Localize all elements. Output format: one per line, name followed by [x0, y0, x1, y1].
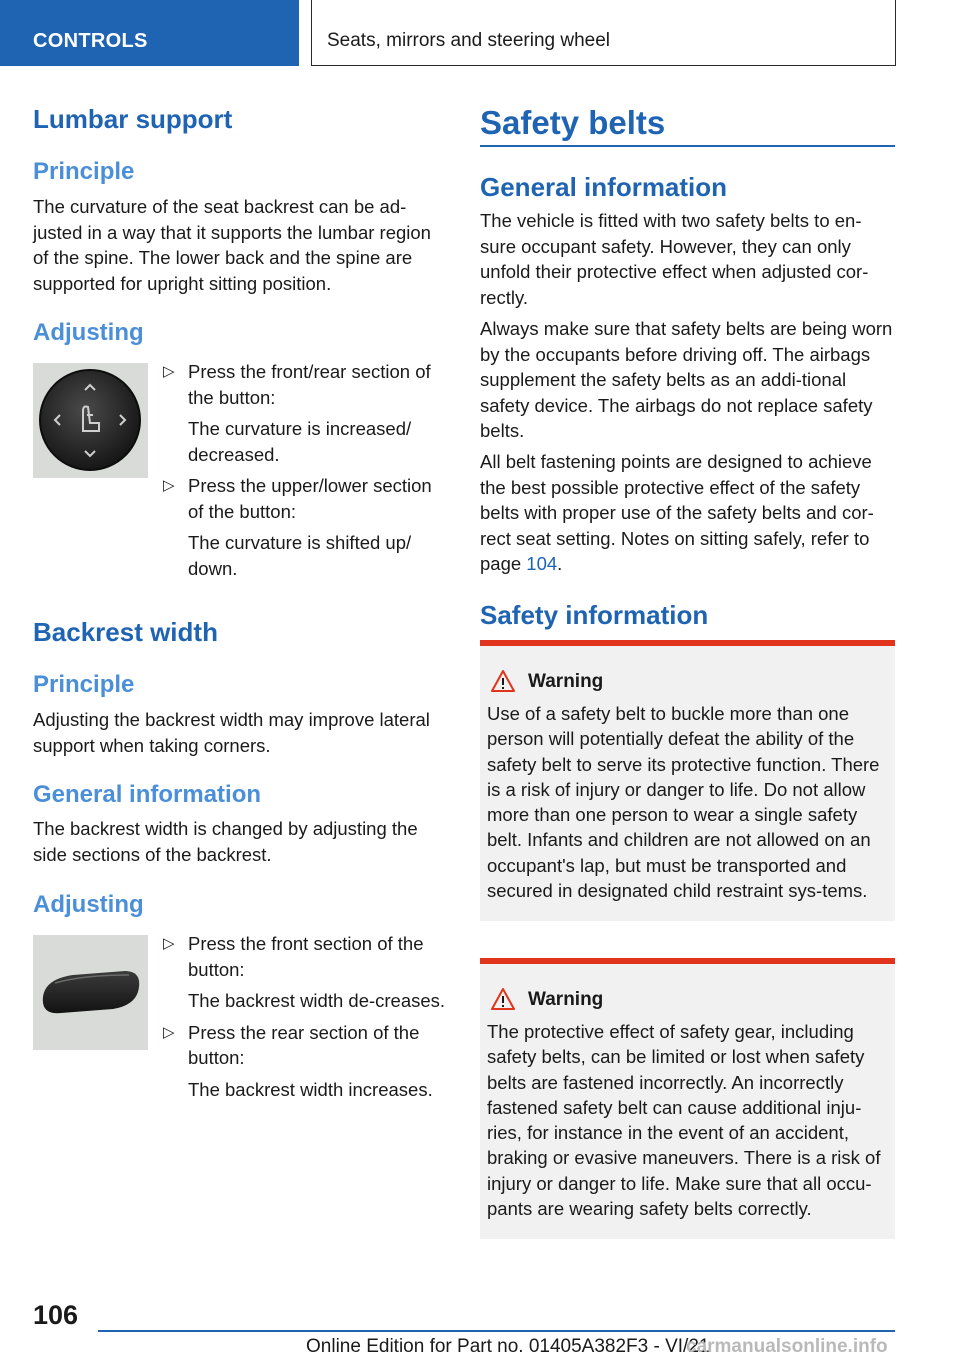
- backrest-steps: [160, 931, 450, 1102]
- list-item: [160, 931, 450, 1014]
- list-item: [160, 1020, 450, 1103]
- list-item: [160, 359, 450, 467]
- page-reference-link[interactable]: 104: [526, 553, 558, 574]
- warning-text: Use of a safety belt to buckle more than one person will potentially defeat the ability of the safety belt to serve its protective function. There is a risk of injury or danger to life. Do not allow more than one person to wear a single safety belt. Infants and children are not allowed on an occupant's lap, but must be transported and secured in designated child restraint sys‐tems.: [487, 703, 880, 902]
- step-marker-icon: ▷: [163, 363, 175, 380]
- backrest-width-switch-icon: [33, 935, 148, 1050]
- header-chapter-box: [311, 0, 896, 66]
- step-marker-icon: ▷: [163, 477, 175, 494]
- title-rule: [480, 145, 895, 147]
- lumbar-control-image: [33, 363, 148, 478]
- safety-belts-title: Safety belts: [480, 104, 666, 141]
- footer-rule: [98, 1330, 895, 1332]
- lumbar-switch-icon: [33, 363, 148, 478]
- warning-box: [480, 958, 895, 1239]
- warning-triangle-icon: [490, 987, 516, 1011]
- backrest-general-heading: General information: [33, 781, 262, 808]
- lumbar-adjusting-heading: Adjusting: [33, 319, 144, 346]
- general-info-para3: [480, 449, 895, 577]
- step-action: Press the front/rear section of the button:: [188, 361, 431, 408]
- watermark: carmanualsonline.info: [686, 1336, 888, 1357]
- backrest-title: Backrest width: [33, 617, 218, 647]
- step-action: Press the front section of the button:: [188, 933, 424, 980]
- backrest-adjusting-heading: Adjusting: [33, 891, 144, 918]
- warning-triangle-icon: [490, 669, 516, 693]
- step-marker-icon: ▷: [163, 1023, 175, 1041]
- warning-label: Warning: [528, 671, 604, 692]
- lumbar-title: Lumbar support: [33, 104, 233, 134]
- warning-box: [480, 640, 895, 921]
- warning-label: Warning: [528, 989, 604, 1010]
- step-result: The backrest width de‐creases.: [188, 990, 446, 1011]
- step-result: The backrest width increases.: [188, 1078, 433, 1100]
- backrest-principle-heading: Principle: [33, 671, 135, 698]
- step-action: Press the rear section of the button:: [188, 1021, 420, 1068]
- warning-header: [490, 669, 888, 695]
- step-marker-icon: ▷: [163, 935, 175, 952]
- header-chapter-label: Seats, mirrors and steering wheel: [327, 30, 611, 51]
- para3-end: .: [557, 553, 563, 574]
- general-info-para2: Always make sure that safety belts are being worn by the occupants before driving off. The airbags supplement the safety belts as an addi‐tional safety device. The airbags do not replace safety belts.: [480, 318, 893, 441]
- header-section-label: CONTROLS: [33, 30, 148, 52]
- warning-text: The protective effect of safety gear, including safety belts, can be limited or lost when safety belts are fastened incorrectly. An incorrectly fastened safety belt can cause additional inju‐ries, for instance in the event of an accident, braking or evasive maneuvers. There is a risk of injury or danger to life. Make sure that all occu‐pants are wearing safety belts correctly.: [487, 1021, 881, 1220]
- general-info-para1: The vehicle is fitted with two safety belts to en‐sure occupant safety. However, they can only unfold their protective effect when adjusted cor‐rectly.: [480, 210, 869, 308]
- lumbar-steps: [160, 359, 450, 581]
- step-result: The curvature is increased/ decreased.: [188, 418, 412, 465]
- lumbar-principle-text: The curvature of the seat backrest can be ad‐justed in a way that it supports the lumbar region of the spine. The lower back and the spine are supported for upright sitting position.: [33, 196, 431, 294]
- backrest-principle-text: Adjusting the backrest width may improve lateral support when taking corners.: [33, 709, 430, 756]
- step-action: Press the upper/lower section of the button:: [188, 475, 432, 522]
- list-item: [160, 473, 450, 581]
- general-info-heading: General information: [480, 172, 728, 202]
- footer-edition: Online Edition for Part no. 01405A382F3 - VI/21: [306, 1336, 710, 1357]
- header-section-tab: [0, 0, 299, 66]
- warning-header: [490, 987, 888, 1013]
- step-result: The curvature is shifted up/ down.: [188, 532, 412, 579]
- safety-info-heading: Safety information: [480, 600, 709, 630]
- backrest-control-image: [33, 935, 148, 1050]
- backrest-general-text: The backrest width is changed by adjusting the side sections of the backrest.: [33, 818, 418, 865]
- para3-text: All belt fastening points are designed to achieve the best possible protective effect of the safety belts with proper use of the safety belts and cor‐rect seat setting. Notes on sitting safely, refer to page: [480, 451, 874, 574]
- page-number: 106: [33, 1300, 79, 1330]
- lumbar-principle-heading: Principle: [33, 158, 135, 185]
